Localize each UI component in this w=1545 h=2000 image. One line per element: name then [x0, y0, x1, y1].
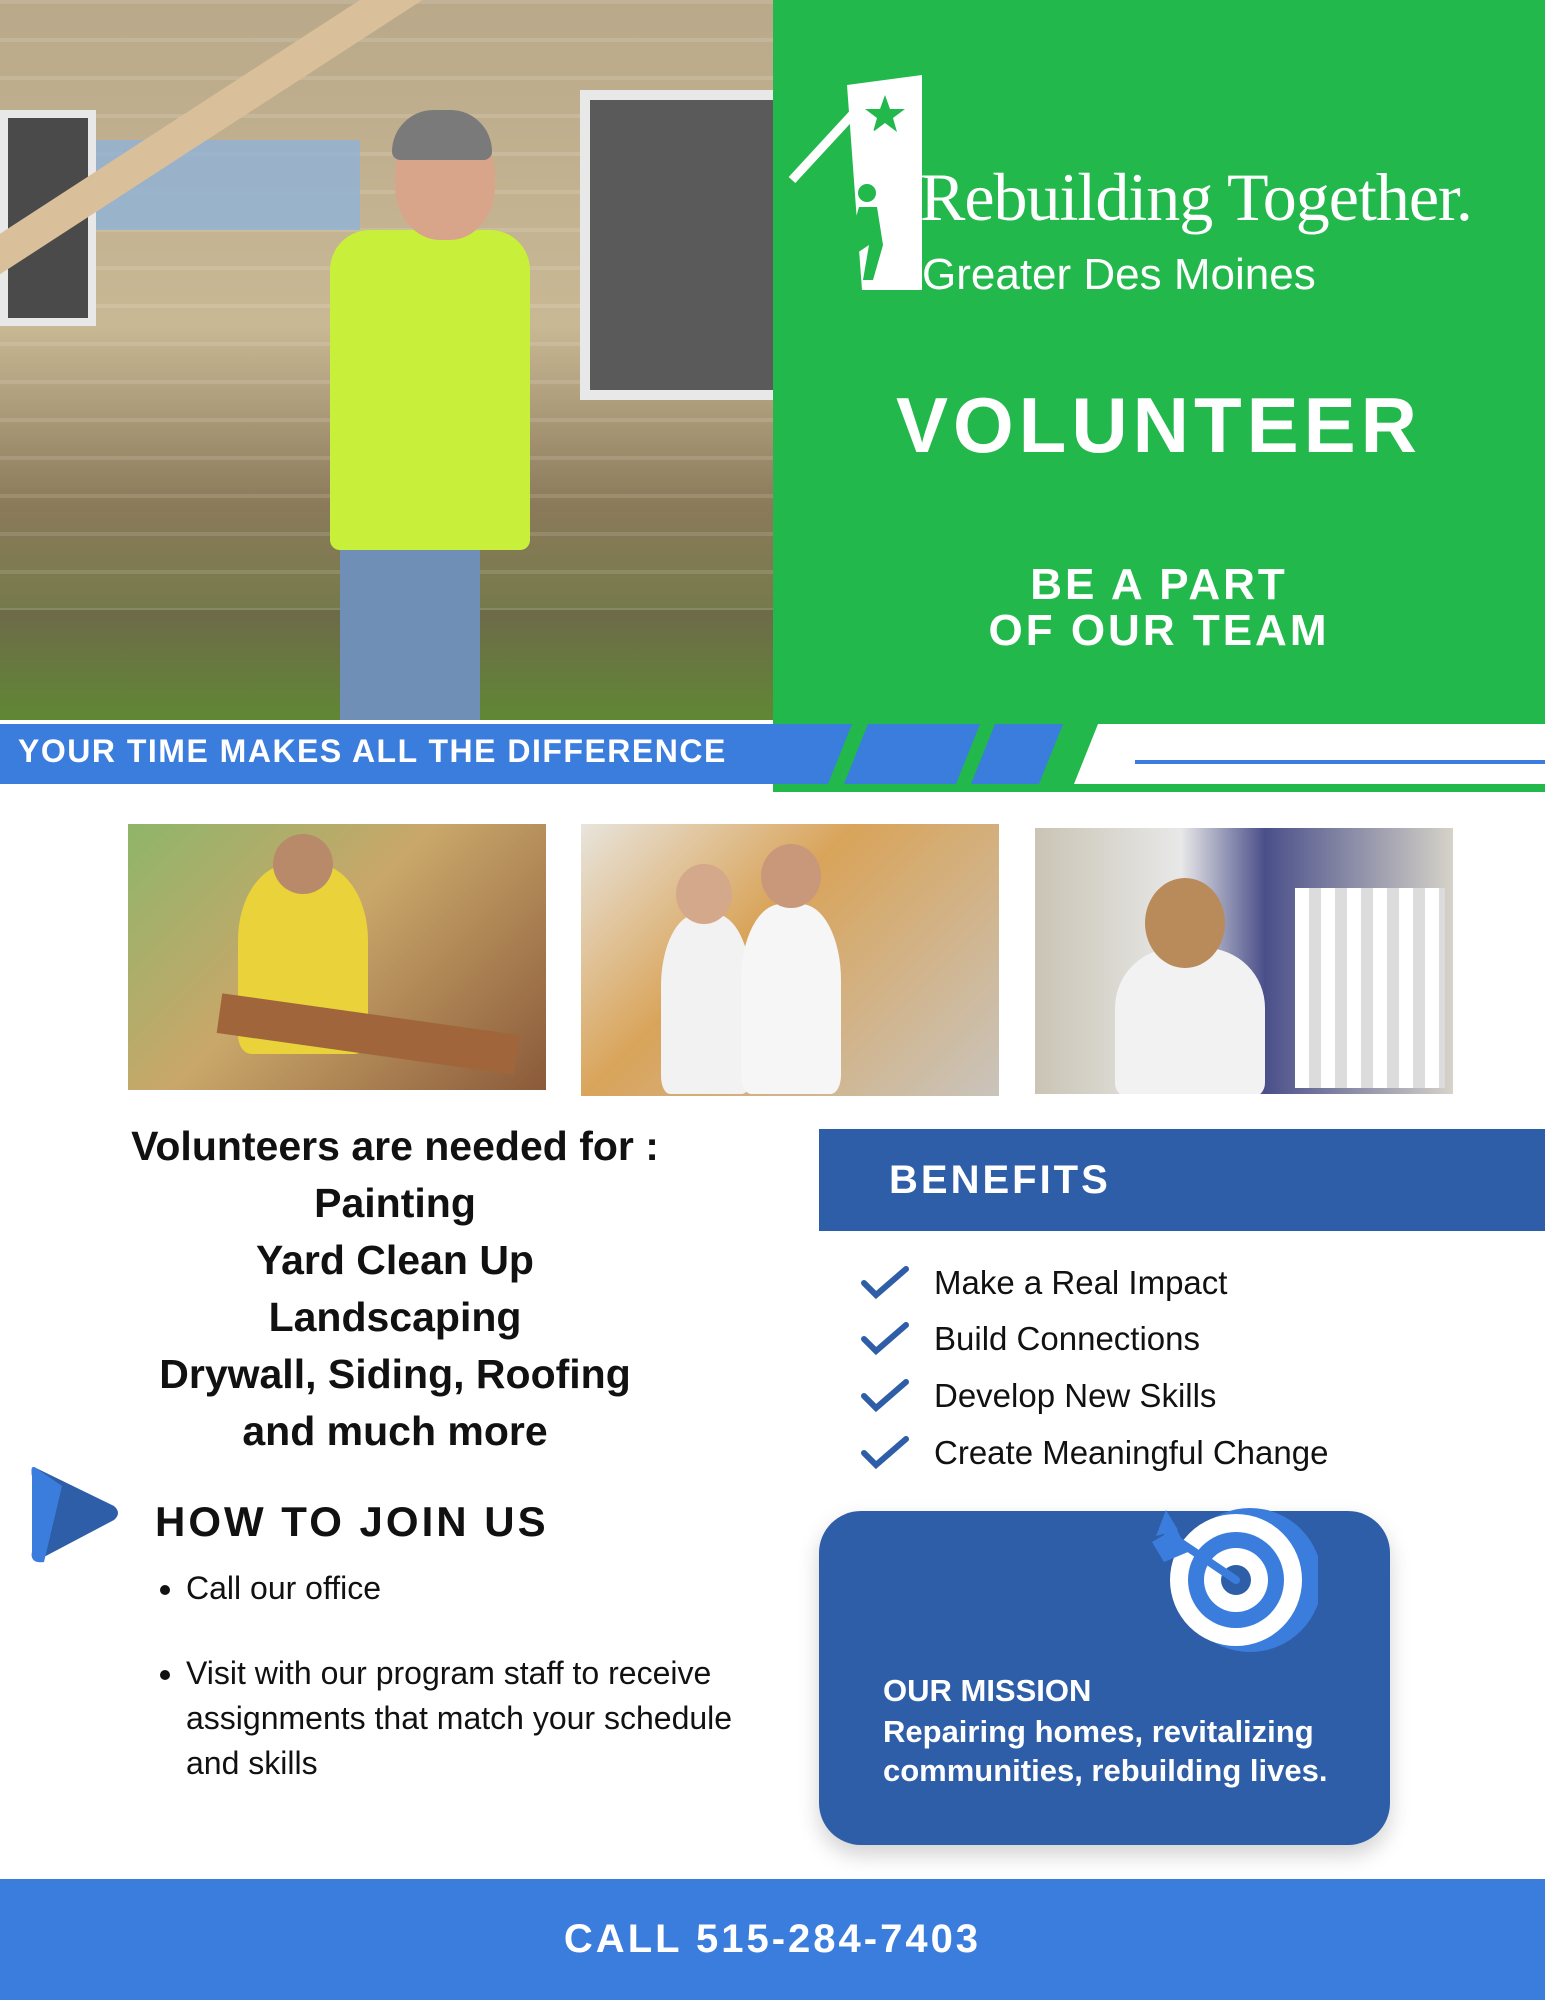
join-steps	[150, 1566, 746, 1826]
hero-photo	[0, 0, 773, 724]
checkmark-icon	[860, 1378, 910, 1414]
brand-location: Greater Des Moines	[922, 250, 1316, 299]
tagline	[773, 562, 1545, 654]
benefit-item	[860, 1262, 1227, 1302]
checkmark-icon	[860, 1435, 910, 1471]
photo-deck-builder	[128, 824, 546, 1090]
needs-intro: Volunteers are needed for :	[131, 1123, 659, 1169]
checkmark-icon	[860, 1265, 910, 1301]
banner-text: YOUR TIME MAKES ALL THE DIFFERENCE	[18, 733, 727, 769]
join-step: • Call our office	[186, 1566, 746, 1611]
needs-item: Painting	[314, 1180, 476, 1226]
benefit-item	[860, 1318, 1200, 1358]
how-to-join-title: HOW TO JOIN US	[155, 1498, 549, 1545]
volunteer-needs	[60, 1118, 730, 1460]
join-step: • Visit with our program staff to receive assignments that match your schedule and skills	[186, 1651, 746, 1786]
benefit-label: Make a Real Impact	[934, 1264, 1228, 1302]
benefit-item	[860, 1375, 1216, 1415]
benefit-label: Create Meaningful Change	[934, 1434, 1329, 1472]
photo-painting-railing	[1035, 828, 1453, 1094]
needs-item: Landscaping	[268, 1294, 522, 1340]
photo-volunteer-pair	[581, 824, 999, 1096]
needs-item: and much more	[242, 1408, 548, 1454]
call-to-action-phone[interactable]: CALL 515-284-7403	[563, 1917, 982, 1961]
mission-title: OUR MISSION	[883, 1673, 1092, 1708]
play-arrow-icon	[22, 1458, 124, 1568]
needs-item: Yard Clean Up	[256, 1237, 534, 1283]
benefits-title: BENEFITS	[889, 1158, 1111, 1202]
tagline-line-2: OF OUR TEAM	[988, 606, 1330, 655]
needs-item: Drywall, Siding, Roofing	[159, 1351, 631, 1397]
benefit-label: Develop New Skills	[934, 1377, 1217, 1415]
mission-text: Repairing homes, revitalizing communities, rebuilding lives.	[883, 1714, 1328, 1788]
headline: VOLUNTEER	[895, 381, 1423, 469]
benefit-label: Build Connections	[934, 1320, 1200, 1358]
target-icon	[1148, 1500, 1318, 1660]
tagline-line-1: BE A PART	[1030, 560, 1288, 609]
benefit-item	[860, 1432, 1328, 1472]
checkmark-icon	[860, 1321, 910, 1357]
brand-name: Rebuilding Together.	[920, 159, 1472, 235]
logo-mark	[787, 75, 937, 295]
